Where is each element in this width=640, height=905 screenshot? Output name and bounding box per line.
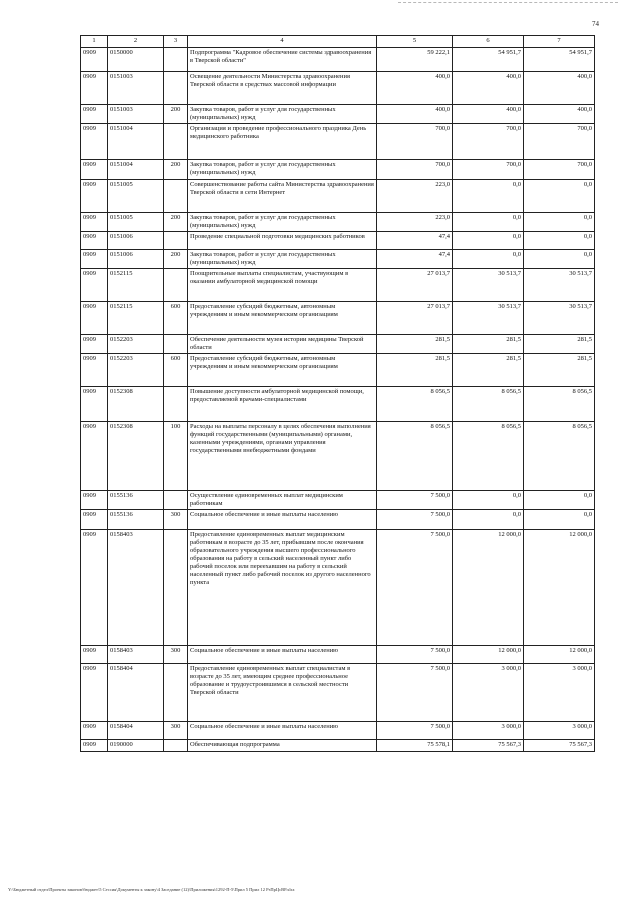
header-row xyxy=(81,36,595,48)
amount-year-3-cell: 0,0 xyxy=(524,491,595,510)
description-cell: Поощрительные выплаты специалистам, участвующим в оказании амбулаторной медицинской помощи xyxy=(188,269,377,302)
amount-year-3-cell: 3 000,0 xyxy=(524,664,595,722)
section-code-cell: 0909 xyxy=(81,646,108,664)
amount-year-1-cell: 7 500,0 xyxy=(377,722,453,740)
expense-type-cell xyxy=(164,48,188,72)
amount-year-1-cell: 8 056,5 xyxy=(377,387,453,422)
table-row xyxy=(81,124,595,160)
amount-year-3-cell: 0,0 xyxy=(524,180,595,213)
section-code-cell: 0909 xyxy=(81,387,108,422)
amount-year-2-cell: 700,0 xyxy=(453,124,524,160)
description-cell: Обеспечивающая подпрограмма xyxy=(188,740,377,752)
expense-type-cell xyxy=(164,740,188,752)
expense-type-cell xyxy=(164,124,188,160)
description-cell: Социальное обеспечение и иные выплаты населению xyxy=(188,646,377,664)
section-code-cell: 0909 xyxy=(81,160,108,180)
target-article-cell: 0151005 xyxy=(108,213,164,232)
section-code-cell: 0909 xyxy=(81,740,108,752)
table-row xyxy=(81,491,595,510)
amount-year-3-cell: 400,0 xyxy=(524,72,595,105)
amount-year-1-cell: 223,0 xyxy=(377,213,453,232)
amount-year-1-cell: 8 056,5 xyxy=(377,422,453,491)
description-cell: Социальное обеспечение и иные выплаты населению xyxy=(188,510,377,530)
section-code-cell: 0909 xyxy=(81,180,108,213)
expense-type-cell: 100 xyxy=(164,422,188,491)
section-code-cell: 0909 xyxy=(81,48,108,72)
amount-year-2-cell: 281,5 xyxy=(453,354,524,387)
target-article-cell: 0152308 xyxy=(108,387,164,422)
description-cell: Социальное обеспечение и иные выплаты населению xyxy=(188,722,377,740)
section-code-cell: 0909 xyxy=(81,105,108,124)
expense-type-cell xyxy=(164,180,188,213)
amount-year-3-cell: 0,0 xyxy=(524,510,595,530)
amount-year-1-cell: 47,4 xyxy=(377,250,453,269)
amount-year-1-cell: 281,5 xyxy=(377,335,453,354)
target-article-cell: 0158404 xyxy=(108,722,164,740)
description-cell: Предоставление субсидий бюджетным, автономным учреждениям и иным некоммерческим организациям xyxy=(188,302,377,335)
target-article-cell: 0150000 xyxy=(108,48,164,72)
amount-year-1-cell: 700,0 xyxy=(377,160,453,180)
description-cell: Организация и проведение профессионального праздника День медицинского работника xyxy=(188,124,377,160)
header-cell-5: 5 xyxy=(377,36,453,48)
target-article-cell: 0151004 xyxy=(108,124,164,160)
description-cell: Проведение специальной подготовки медицинских работников xyxy=(188,232,377,250)
table-row xyxy=(81,250,595,269)
amount-year-3-cell: 281,5 xyxy=(524,354,595,387)
header-cell-1: 1 xyxy=(81,36,108,48)
amount-year-2-cell: 0,0 xyxy=(453,491,524,510)
expense-type-cell xyxy=(164,387,188,422)
amount-year-2-cell: 0,0 xyxy=(453,232,524,250)
table-row xyxy=(81,105,595,124)
target-article-cell: 0152115 xyxy=(108,302,164,335)
amount-year-3-cell: 700,0 xyxy=(524,160,595,180)
amount-year-2-cell: 12 000,0 xyxy=(453,646,524,664)
amount-year-2-cell: 75 567,3 xyxy=(453,740,524,752)
section-code-cell: 0909 xyxy=(81,530,108,646)
expense-type-cell: 600 xyxy=(164,302,188,335)
amount-year-2-cell: 30 513,7 xyxy=(453,269,524,302)
amount-year-3-cell: 12 000,0 xyxy=(524,646,595,664)
amount-year-3-cell: 8 056,5 xyxy=(524,422,595,491)
target-article-cell: 0151006 xyxy=(108,250,164,269)
amount-year-3-cell: 281,5 xyxy=(524,335,595,354)
expense-type-cell xyxy=(164,72,188,105)
target-article-cell: 0151005 xyxy=(108,180,164,213)
target-article-cell: 0152115 xyxy=(108,269,164,302)
amount-year-3-cell: 700,0 xyxy=(524,124,595,160)
amount-year-1-cell: 47,4 xyxy=(377,232,453,250)
amount-year-1-cell: 281,5 xyxy=(377,354,453,387)
table-row xyxy=(81,72,595,105)
amount-year-2-cell: 400,0 xyxy=(453,105,524,124)
target-article-cell: 0158404 xyxy=(108,664,164,722)
expense-type-cell xyxy=(164,335,188,354)
expense-type-cell xyxy=(164,664,188,722)
amount-year-3-cell: 54 951,7 xyxy=(524,48,595,72)
amount-year-2-cell: 30 513,7 xyxy=(453,302,524,335)
table-row xyxy=(81,160,595,180)
amount-year-1-cell: 7 500,0 xyxy=(377,646,453,664)
section-code-cell: 0909 xyxy=(81,722,108,740)
table-row xyxy=(81,387,595,422)
table-row xyxy=(81,48,595,72)
header-cell-2: 2 xyxy=(108,36,164,48)
expense-type-cell: 200 xyxy=(164,213,188,232)
table-row xyxy=(81,510,595,530)
amount-year-3-cell: 0,0 xyxy=(524,213,595,232)
section-code-cell: 0909 xyxy=(81,335,108,354)
section-code-cell: 0909 xyxy=(81,302,108,335)
table-row xyxy=(81,722,595,740)
section-code-cell: 0909 xyxy=(81,422,108,491)
target-article-cell: 0155136 xyxy=(108,510,164,530)
section-code-cell: 0909 xyxy=(81,72,108,105)
target-article-cell: 0155136 xyxy=(108,491,164,510)
target-article-cell: 0151003 xyxy=(108,72,164,105)
amount-year-2-cell: 0,0 xyxy=(453,510,524,530)
amount-year-2-cell: 8 056,5 xyxy=(453,422,524,491)
amount-year-3-cell: 30 513,7 xyxy=(524,269,595,302)
amount-year-1-cell: 75 578,1 xyxy=(377,740,453,752)
expense-type-cell: 300 xyxy=(164,722,188,740)
expense-type-cell: 200 xyxy=(164,250,188,269)
amount-year-3-cell: 0,0 xyxy=(524,250,595,269)
expense-type-cell: 200 xyxy=(164,105,188,124)
expense-type-cell: 300 xyxy=(164,646,188,664)
table-row xyxy=(81,335,595,354)
section-code-cell: 0909 xyxy=(81,124,108,160)
expense-type-cell xyxy=(164,232,188,250)
table-row xyxy=(81,354,595,387)
table-row xyxy=(81,530,595,646)
header-cell-4: 4 xyxy=(188,36,377,48)
table-row xyxy=(81,664,595,722)
expense-type-cell xyxy=(164,491,188,510)
page-number: 74 xyxy=(592,20,599,28)
expense-type-cell: 600 xyxy=(164,354,188,387)
expense-type-cell: 200 xyxy=(164,160,188,180)
amount-year-3-cell: 8 056,5 xyxy=(524,387,595,422)
amount-year-3-cell: 400,0 xyxy=(524,105,595,124)
amount-year-1-cell: 223,0 xyxy=(377,180,453,213)
amount-year-2-cell: 0,0 xyxy=(453,213,524,232)
header-cell-6: 6 xyxy=(453,36,524,48)
description-cell: Осуществление единовременных выплат медицинским работникам xyxy=(188,491,377,510)
amount-year-3-cell: 30 513,7 xyxy=(524,302,595,335)
description-cell: Закупка товаров, работ и услуг для государственных (муниципальных) нужд xyxy=(188,160,377,180)
amount-year-2-cell: 8 056,5 xyxy=(453,387,524,422)
header-cell-3: 3 xyxy=(164,36,188,48)
expense-type-cell: 300 xyxy=(164,510,188,530)
amount-year-3-cell: 0,0 xyxy=(524,232,595,250)
amount-year-2-cell: 281,5 xyxy=(453,335,524,354)
target-article-cell: 0152203 xyxy=(108,354,164,387)
table-row xyxy=(81,646,595,664)
table-row xyxy=(81,302,595,335)
section-code-cell: 0909 xyxy=(81,354,108,387)
description-cell: Расходы на выплаты персоналу в целях обеспечения выполнения функций государственными (муниципальными) органами, казенными учреждениями, органами управления государственными внебюджетными фондами xyxy=(188,422,377,491)
expense-type-cell xyxy=(164,269,188,302)
amount-year-1-cell: 7 500,0 xyxy=(377,530,453,646)
section-code-cell: 0909 xyxy=(81,232,108,250)
description-cell: Обеспечение деятельности музея истории медицины Тверской области xyxy=(188,335,377,354)
header-cell-7: 7 xyxy=(524,36,595,48)
table-row xyxy=(81,269,595,302)
top-edge-line xyxy=(398,2,618,3)
amount-year-1-cell: 400,0 xyxy=(377,72,453,105)
table-row xyxy=(81,213,595,232)
description-cell: Освещение деятельности Министерства здравоохранения Тверской области в средствах массовой информации xyxy=(188,72,377,105)
target-article-cell: 0151003 xyxy=(108,105,164,124)
target-article-cell: 0158403 xyxy=(108,646,164,664)
expense-type-cell xyxy=(164,530,188,646)
amount-year-1-cell: 27 013,7 xyxy=(377,302,453,335)
table-row xyxy=(81,232,595,250)
amount-year-1-cell: 59 222,1 xyxy=(377,48,453,72)
section-code-cell: 0909 xyxy=(81,491,108,510)
section-code-cell: 0909 xyxy=(81,664,108,722)
amount-year-2-cell: 3 000,0 xyxy=(453,664,524,722)
amount-year-1-cell: 7 500,0 xyxy=(377,510,453,530)
amount-year-3-cell: 75 567,3 xyxy=(524,740,595,752)
description-cell: Повышение доступности амбулаторной медицинской помощи, предоставляемой врачами-специалистами xyxy=(188,387,377,422)
section-code-cell: 0909 xyxy=(81,213,108,232)
description-cell: Предоставление единовременных выплат медицинским работникам в возрасте до 35 лет, прибывшим после окончания образовательного учреждения высшего профессионального образования на работу в сельский населенный пункт либо рабочий поселок или переехавшим на работу в сельский населенный пункт либо рабочий поселок из другого населенного пункта xyxy=(188,530,377,646)
description-cell: Закупка товаров, работ и услуг для государственных (муниципальных) нужд xyxy=(188,250,377,269)
file-path-footer: Y:\Бюджетный отдел\Проекты законов\бюджет\5 Сессия\Документы к закону\4 Заседание (12)\Приложения\1292-П-5\Прил 5 Прил 12 РзПрЦсВР.xlsx xyxy=(8,887,295,892)
amount-year-2-cell: 54 951,7 xyxy=(453,48,524,72)
target-article-cell: 0152203 xyxy=(108,335,164,354)
target-article-cell: 0190000 xyxy=(108,740,164,752)
amount-year-1-cell: 700,0 xyxy=(377,124,453,160)
table-row xyxy=(81,740,595,752)
amount-year-2-cell: 400,0 xyxy=(453,72,524,105)
target-article-cell: 0152308 xyxy=(108,422,164,491)
amount-year-2-cell: 0,0 xyxy=(453,250,524,269)
amount-year-2-cell: 700,0 xyxy=(453,160,524,180)
amount-year-1-cell: 7 500,0 xyxy=(377,491,453,510)
description-cell: Предоставление субсидий бюджетным, автономным учреждениям и иным некоммерческим организациям xyxy=(188,354,377,387)
description-cell: Совершенствование работы сайта Министерства здравоохранения Тверской области в сети Интернет xyxy=(188,180,377,213)
amount-year-3-cell: 12 000,0 xyxy=(524,530,595,646)
amount-year-3-cell: 3 000,0 xyxy=(524,722,595,740)
amount-year-2-cell: 12 000,0 xyxy=(453,530,524,646)
amount-year-1-cell: 400,0 xyxy=(377,105,453,124)
table-row xyxy=(81,180,595,213)
description-cell: Предоставление единовременных выплат специалистам в возрасте до 35 лет, имеющим среднее профессиональное образование и трудоустроившимся в сельской местности Тверской области xyxy=(188,664,377,722)
section-code-cell: 0909 xyxy=(81,250,108,269)
amount-year-1-cell: 27 013,7 xyxy=(377,269,453,302)
budget-table xyxy=(80,35,595,752)
section-code-cell: 0909 xyxy=(81,269,108,302)
section-code-cell: 0909 xyxy=(81,510,108,530)
description-cell: Подпрограмма "Кадровое обеспечение системы здравоохранения в Тверской области" xyxy=(188,48,377,72)
amount-year-2-cell: 0,0 xyxy=(453,180,524,213)
target-article-cell: 0151006 xyxy=(108,232,164,250)
target-article-cell: 0151004 xyxy=(108,160,164,180)
description-cell: Закупка товаров, работ и услуг для государственных (муниципальных) нужд xyxy=(188,105,377,124)
target-article-cell: 0158403 xyxy=(108,530,164,646)
description-cell: Закупка товаров, работ и услуг для государственных (муниципальных) нужд xyxy=(188,213,377,232)
amount-year-2-cell: 3 000,0 xyxy=(453,722,524,740)
table-row xyxy=(81,422,595,491)
amount-year-1-cell: 7 500,0 xyxy=(377,664,453,722)
